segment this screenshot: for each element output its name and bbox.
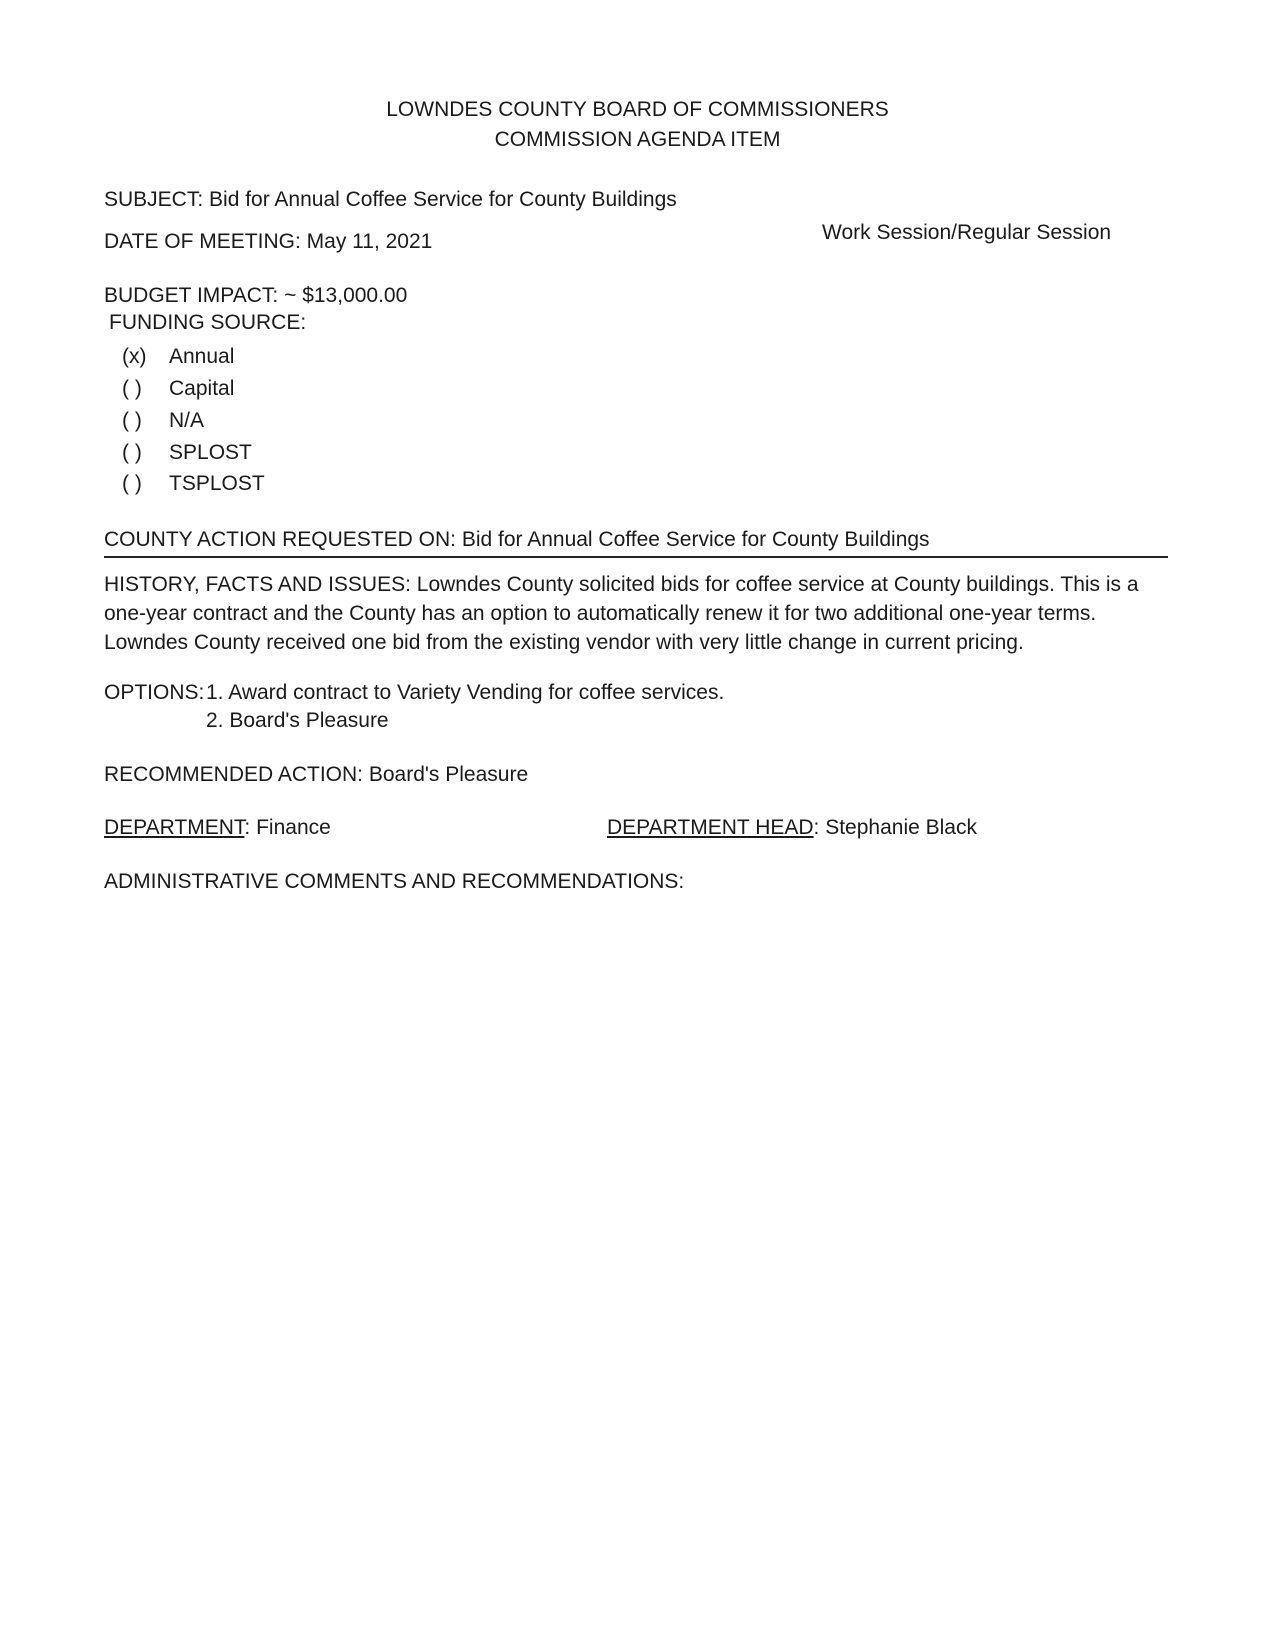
department-label: DEPARTMENT — [104, 816, 245, 839]
budget-impact-value: ~ $13,000.00 — [284, 284, 408, 307]
subject-line — [104, 188, 677, 212]
option-item-2: 2. Board's Pleasure — [206, 709, 389, 732]
department-head-value: : Stephanie Black — [813, 816, 977, 839]
history-facts-issues — [104, 570, 1184, 657]
funding-checkbox: ( ) — [122, 377, 142, 400]
history-label: HISTORY, FACTS AND ISSUES: — [104, 573, 411, 596]
department-value: : Finance — [244, 816, 331, 839]
county-action-line — [104, 528, 930, 552]
department-line — [104, 816, 331, 840]
funding-option-label: N/A — [169, 409, 205, 432]
options-label: OPTIONS: — [104, 681, 205, 704]
budget-impact-label: BUDGET IMPACT: — [104, 284, 279, 307]
recommended-action-label: RECOMMENDED ACTION: — [104, 763, 364, 786]
subject-label: SUBJECT: — [104, 188, 204, 211]
subject-value: Bid for Annual Coffee Service for County Buildings — [209, 188, 677, 211]
administrative-comments-label: ADMINISTRATIVE COMMENTS AND RECOMMENDATIONS: — [104, 870, 685, 893]
budget-impact-line — [104, 284, 407, 308]
funding-checkbox: ( ) — [122, 441, 142, 464]
funding-option-label: Annual — [169, 345, 235, 368]
agenda-item-title: COMMISSION AGENDA ITEM — [494, 128, 781, 151]
county-action-label: COUNTY ACTION REQUESTED ON: — [104, 528, 456, 551]
meeting-date-line — [104, 230, 432, 254]
funding-option-label: Capital — [169, 377, 235, 400]
recommended-action-value: Board's Pleasure — [368, 763, 529, 786]
department-head-label: DEPARTMENT HEAD — [607, 816, 814, 839]
funding-checkbox: (x) — [122, 345, 147, 368]
board-title: LOWNDES COUNTY BOARD OF COMMISSIONERS — [386, 98, 889, 121]
history-text: Lowndes County solicited bids for coffee service at County buildings. This is a one-year contract and the County has an option to automatically renew it for two additional one-year terms. Lowndes County received one bid from the existing vendor with very little change in current pricing. — [104, 573, 1139, 654]
meeting-date-label: DATE OF MEETING: — [104, 230, 301, 253]
session-type: Work Session/Regular Session — [822, 221, 1112, 244]
option-item-1: 1. Award contract to Variety Vending for coffee services. — [206, 681, 725, 704]
funding-source-label: FUNDING SOURCE: — [109, 311, 307, 334]
funding-checkbox: ( ) — [122, 409, 142, 432]
funding-checkbox: ( ) — [122, 472, 142, 495]
department-head-line — [607, 816, 977, 840]
funding-option-label: TSPLOST — [169, 472, 265, 495]
recommended-action-line — [104, 763, 528, 787]
county-action-value: Bid for Annual Coffee Service for County Buildings — [461, 528, 930, 551]
funding-option-label: SPLOST — [169, 441, 252, 464]
meeting-date-value: May 11, 2021 — [306, 230, 433, 253]
section-divider — [104, 556, 1168, 558]
